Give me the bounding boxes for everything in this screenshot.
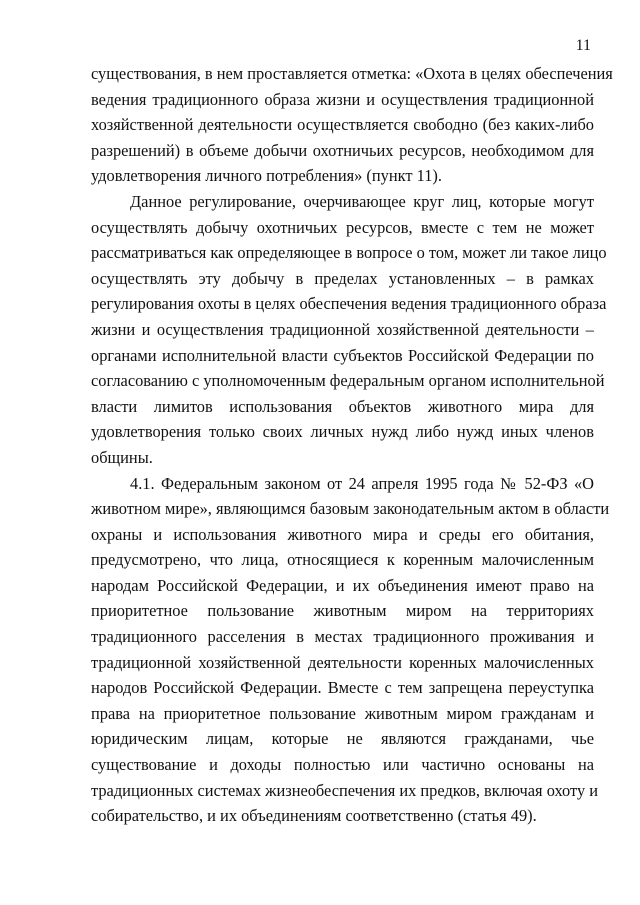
text-line: животном мире», являющимся базовым законодательным актом в области [91,499,610,519]
text-line: власти лимитов использования объектов животного мира для [91,396,594,416]
text-line: удовлетворения личного потребления» (пункт 11). [91,166,442,186]
text-line: народов Российской Федерации. Вместе с тем запрещена переуступка [91,678,594,698]
text-line: жизни и осуществления традиционной хозяйственной деятельности – [91,319,594,339]
text-line: согласованию с уполномоченным федеральным органом исполнительной [91,371,605,391]
text-line: общины. [91,447,153,467]
text-line: органами исполнительной власти субъектов Российской Федерации по [91,345,594,365]
text-line: традиционной хозяйственной деятельности коренных малочисленных [91,652,594,672]
paragraph-regulation [91,189,607,471]
paragraph-continuation [91,61,613,189]
text-line: приоритетное пользование животным миром на территориях [91,601,594,621]
document-body [91,61,613,829]
text-line: охраны и использования животного мира и среды его обитания, [91,524,594,544]
text-line: хозяйственной деятельности осуществляется свободно (без каких-либо [91,115,594,135]
text-line: традиционных системах жизнеобеспечения их предков, включая охоту и [91,780,599,800]
text-line: юридическим лицам, которые не являются гражданами, чье [91,729,594,749]
text-line: рассматриваться как определяющее в вопросе о том, может ли такое лицо [91,243,607,263]
text-line: Данное регулирование, очерчивающее круг лиц, которые могут [130,191,594,211]
text-line: существование и доходы полностью или частично основаны на [91,755,594,775]
page-number: 11 [575,37,591,54]
text-line: осуществлять добычу охотничьих ресурсов, вместе с тем не может [91,217,594,237]
text-line: осуществлять эту добычу в пределах установленных – в рамках [91,268,594,288]
text-line: удовлетворения только своих личных нужд либо нужд иных членов [91,422,594,442]
text-line: собирательство, и их объединениям соответственно (статья 49). [91,806,537,826]
text-line: предусмотрено, что лица, относящиеся к коренным малочисленным [91,550,594,570]
text-line: существования, в нем проставляется отметка: «Охота в целях обеспечения [91,64,613,83]
text-line: разрешений) в объеме добычи охотничьих ресурсов, необходимом для [91,140,594,160]
text-line: народам Российской Федерации, и их объединения имеют право на [91,575,594,595]
text-line: ведения традиционного образа жизни и осуществления традиционной [91,89,594,109]
text-line: традиционного расселения в местах традиционного проживания и [91,627,594,647]
paragraph-section-4-1 [91,471,610,829]
text-line: 4.1. Федеральным законом от 24 апреля 1995 года № 52-ФЗ «О [130,473,594,493]
text-line: права на приоритетное пользование животным миром гражданам и [91,703,594,723]
text-line: регулирования охоты в целях обеспечения ведения традиционного образа [91,294,607,314]
